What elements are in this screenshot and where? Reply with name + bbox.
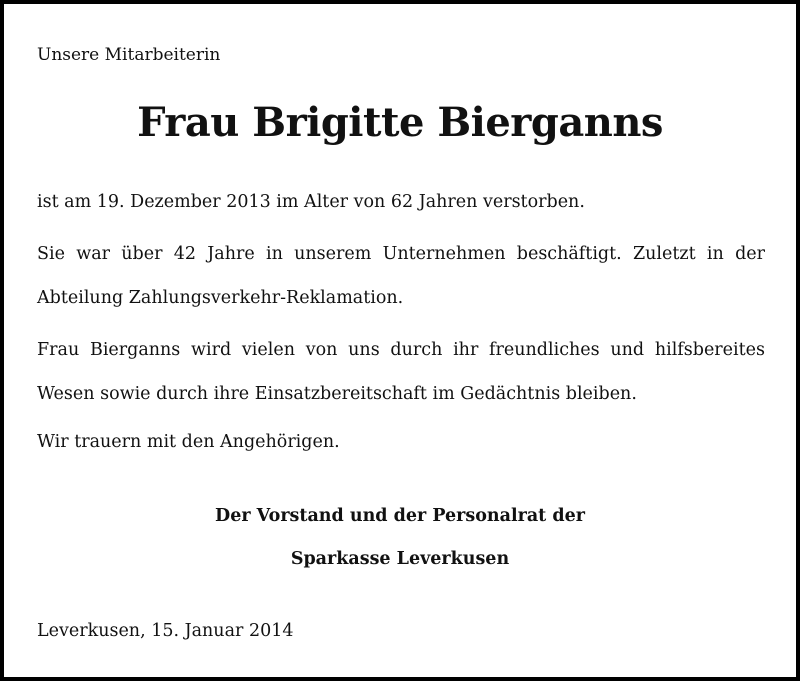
signature-line-board: Der Vorstand und der Personalrat der [215,506,585,526]
paragraph-remembrance: Frau Bierganns wird vielen von uns durch ihr freundliches und hilfsbereites Wesen sowie durch ihre Einsatzbereitschaft im Gedächtnis bleiben. [37,340,765,404]
place-and-date: Leverkusen, 15. Januar 2014 [37,621,294,641]
paragraph-employment: Sie war über 42 Jahre in unserem Unternehmen beschäftigt. Zuletzt in der Abteilung Zahlungsverkehr-Reklamation. [37,244,765,308]
intro-line: Unsere Mitarbeiterin [37,45,221,65]
paragraph-death-date: ist am 19. Dezember 2013 im Alter von 62 Jahren verstorben. [37,192,585,212]
deceased-name-heading: Frau Brigitte Bierganns [137,99,663,146]
paragraph-condolence: Wir trauern mit den Angehörigen. [37,432,340,452]
signature-line-bank: Sparkasse Leverkusen [290,549,510,569]
